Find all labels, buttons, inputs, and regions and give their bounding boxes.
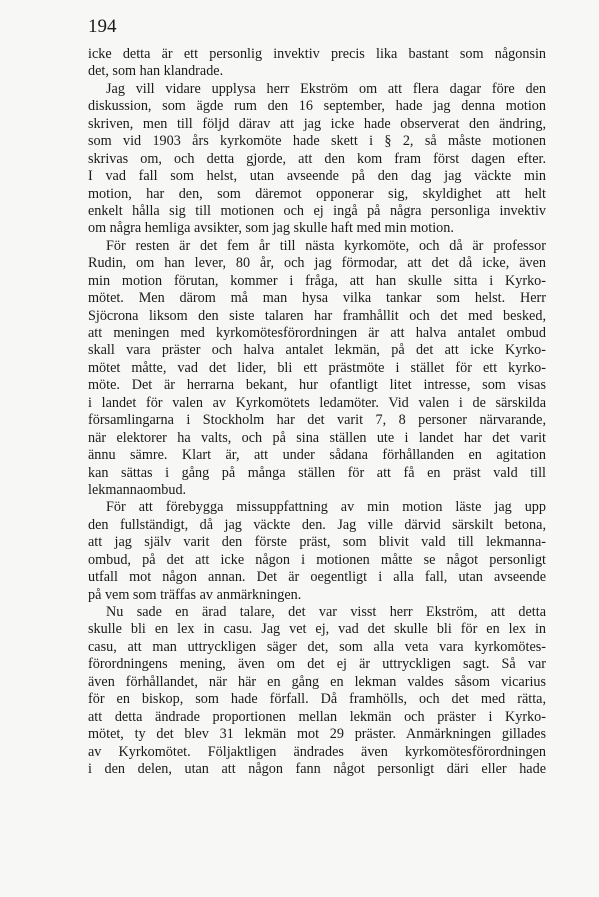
text-line: Rudin, om han lever, 80 år, och jag förmodar, att det då icke, även bbox=[88, 255, 546, 272]
text-line: skulle bli en lex in casu. Jag vet ej, vad det skulle bli för en lex in bbox=[88, 621, 546, 638]
text-line: i den delen, utan att någon fann något personligt däri eller hade bbox=[88, 760, 546, 777]
text-line: på vem som träffas av anmärkningen. bbox=[88, 586, 302, 603]
text-line: I vad fall som helst, utan avseende på den dag jag väckte min bbox=[88, 168, 546, 185]
text-line: i landet för valen av Kyrkomötets ledamöter. Vid valen i de särskilda bbox=[88, 394, 546, 411]
text-line: det, som han klandrade. bbox=[88, 63, 224, 80]
text-line: kan sättas i gång på många ställen för att få en präst vald till bbox=[88, 464, 546, 481]
text-line: För att förebygga missuppfattning av min motion läste jag upp bbox=[106, 499, 546, 516]
text-line: för en biskop, som hade förfall. Då framhölls, och det med rätta, bbox=[88, 691, 546, 708]
text-line: av Kyrkomötet. Följaktligen ändrades även kyrkomötesförordningen bbox=[88, 743, 546, 760]
text-line: mötet. Men därom må man hysa vilka tankar som helst. Herr bbox=[88, 290, 546, 307]
text-line: skall vara präster och halva antalet lekmän, på det att icke Kyrko- bbox=[88, 342, 546, 359]
text-line: även förhållandet, när här en gång en lekman valdes såsom vicarius bbox=[88, 673, 546, 690]
text-line: den fullständigt, då jag väckte den. Jag ville därvid särskilt betona, bbox=[88, 516, 546, 533]
text-line: utfall mot någon annan. Det är oegentligt i alla fall, utan avseende bbox=[88, 569, 546, 586]
text-line: som vid 1903 års kyrkomöte hade skett i § 2, så måste motionen bbox=[88, 133, 546, 150]
body-text bbox=[88, 46, 546, 778]
text-line: motion, har den, som däremot opponerar sig, skyldighet att helt bbox=[88, 185, 546, 202]
text-line: För resten är det fem år till nästa kyrkomöte, och då är professor bbox=[106, 237, 546, 254]
page-number: 194 bbox=[88, 16, 117, 37]
text-line: skrivas om, och detta gjorde, att den kom fram först dagen efter. bbox=[88, 150, 546, 167]
text-line: enkelt hålla sig till motionen och ej ingå på några personliga invektiv bbox=[88, 202, 546, 219]
text-line: om några hemliga avsikter, som jag skulle haft med min motion. bbox=[88, 220, 454, 237]
text-line: Jag vill vidare upplysa herr Ekström om att flera dagar före den bbox=[106, 80, 546, 97]
text-line: casu, att man uttryckligen säger det, som alla veta vara kyrkomötes- bbox=[88, 638, 546, 655]
text-line: församlingarna i Stockholm har det varit 7, 8 personer närvarande, bbox=[88, 412, 546, 429]
text-line: lekmannaombud. bbox=[88, 481, 187, 498]
text-line: ombud, på det att icke någon i motionen måtte se något personligt bbox=[88, 551, 546, 568]
text-line: att detta ändrade proportionen mellan lekmän och präster i Kyrko- bbox=[88, 708, 546, 725]
text-line: att meningen med kyrkomötesförordningen är att halva antalet ombud bbox=[88, 325, 546, 341]
text-line: skriven, men till följd därav att jag icke hade observerat den ändring, bbox=[88, 115, 546, 132]
text-line: när elektorer ha valts, och på sina ställen ute i landet har det varit bbox=[88, 429, 546, 446]
text-line: min motion förutan, kommer i fråga, att han skulle sitta i Kyrko- bbox=[88, 272, 546, 289]
text-line: Sjöcrona liksom den siste talaren har framhållit och det med besked, bbox=[88, 307, 546, 324]
text-line: förordningens mening, även om det ej är uttryckligen sagt. Så var bbox=[88, 656, 546, 673]
text-line: icke detta är ett personlig invektiv precis lika bastant som någonsin bbox=[88, 46, 546, 62]
text-line: mötet, ty det blev 31 lekmän mot 29 präster. Anmärkningen gillades bbox=[88, 726, 546, 743]
text-line: Nu sade en ärad talare, det var visst herr Ekström, att detta bbox=[106, 604, 546, 620]
text-line: att jag själv varit den förste präst, som blivit vald till lekmanna- bbox=[88, 534, 546, 551]
text-line: möte. Det är herrarna bekant, hur ofantligt litet intresse, som visas bbox=[88, 377, 546, 394]
text-line: ännu sämre. Klart är, att under sådana förhållanden en agitation bbox=[88, 447, 546, 464]
text-line: diskussion, som ägde rum den 16 september, hade jag denna motion bbox=[88, 98, 546, 115]
text-line: mötet måtte, vad det lider, bli ett prästmöte i stället för ett kyrko- bbox=[88, 359, 546, 376]
